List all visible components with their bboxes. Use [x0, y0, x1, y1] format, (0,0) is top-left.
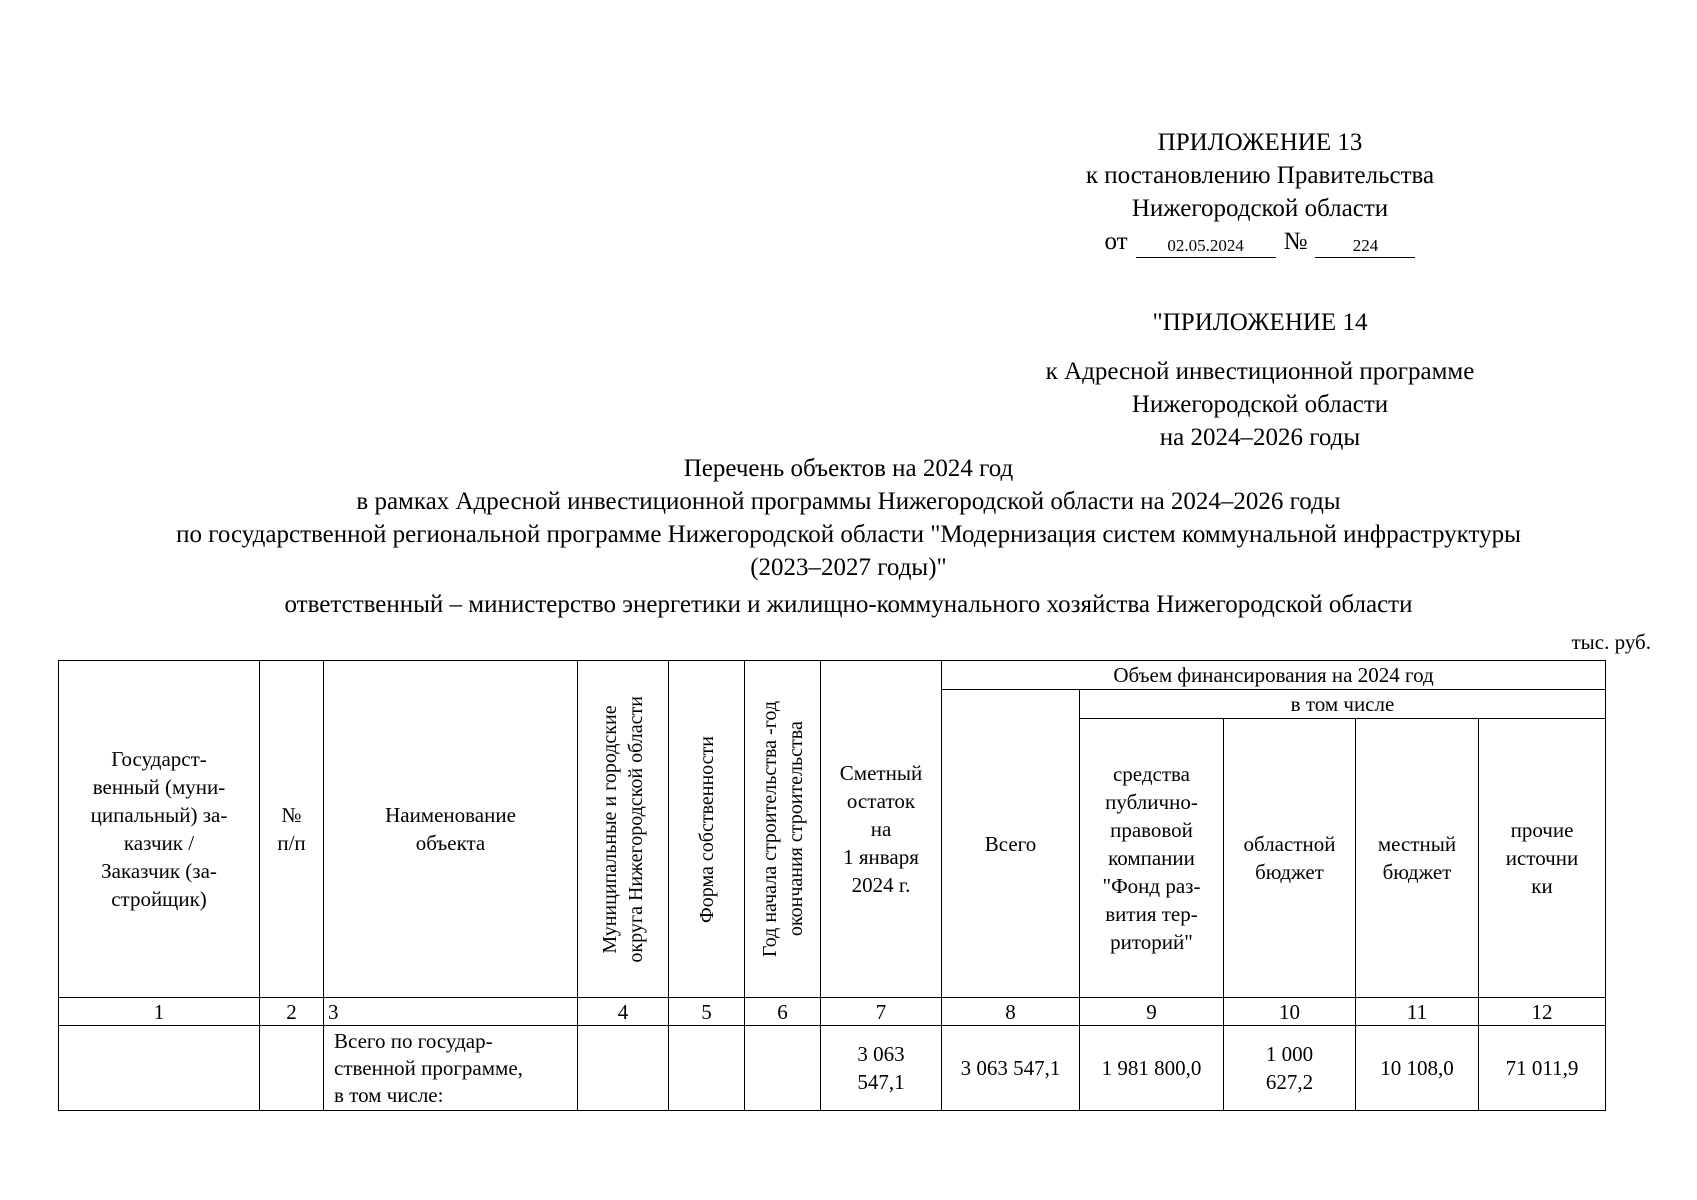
column-number: 3	[324, 998, 578, 1026]
column-number: 8	[942, 998, 1080, 1026]
title-line5: ответственный – министерство энергетики и жилищно-коммунального хозяйства Нижегородской области	[284, 591, 1413, 618]
annex-14-header	[1000, 306, 1520, 454]
currency-unit: тыс. руб.	[1571, 630, 1651, 654]
cell-years	[745, 1026, 821, 1111]
title-line2: в рамках Адресной инвестиционной программы Нижегородской области на 2024–2026 годы	[356, 488, 1341, 515]
cell-other: 71 011,9	[1479, 1026, 1606, 1111]
date-prefix: от	[1104, 228, 1128, 255]
title-line1: Перечень объектов на 2024 год	[683, 455, 1014, 482]
annex-13-heading: ПРИЛОЖЕНИЕ 13	[1157, 129, 1363, 156]
header-ownership: Форма собственности	[695, 735, 718, 923]
header-fund: средства публично- правовой компании "Фонд раз- вития тер- риторий"	[1080, 719, 1224, 998]
cell-estimate: 3 063 547,1	[821, 1026, 942, 1111]
annex-14-line1: к Адресной инвестиционной программе	[1045, 358, 1475, 385]
column-number: 12	[1479, 998, 1606, 1026]
header-districts: Муниципальные и городские округа Нижегородской области	[599, 695, 647, 963]
header-local: местный бюджет	[1356, 719, 1479, 998]
column-number: 11	[1356, 998, 1479, 1026]
header-number: № п/п	[260, 661, 324, 998]
header-estimate: Сметный остаток на 1 января 2024 г.	[821, 661, 942, 998]
column-number: 10	[1224, 998, 1356, 1026]
cell-total: 3 063 547,1	[942, 1026, 1080, 1111]
header-row-1	[59, 661, 1606, 690]
decree-date-line	[1040, 225, 1480, 258]
cell-local: 10 108,0	[1356, 1026, 1479, 1111]
column-number: 6	[745, 998, 821, 1026]
header-customer: Государст- венный (муни- ципальный) за- казчик / Заказчик (за- стройщик)	[59, 661, 260, 998]
column-numbers-row	[59, 998, 1606, 1026]
cell-object-name: Всего по государ- ственной программе, в том числе:	[324, 1026, 578, 1111]
title-line4: (2023–2027 годы)"	[750, 554, 947, 581]
header-years: Год начала строительства -год окончания строительства	[758, 700, 807, 958]
cell-fund: 1 981 800,0	[1080, 1026, 1224, 1111]
title-line3: по государственной региональной программе Нижегородской области "Модернизация систем коммунальной инфраструктуры	[176, 521, 1521, 548]
table-row	[59, 1026, 1606, 1111]
header-funding: Объем финансирования на 2024 год	[942, 661, 1606, 690]
header-years-cell	[745, 661, 821, 998]
cell-districts	[578, 1026, 669, 1111]
annex-13-line2: Нижегородской области	[1131, 195, 1389, 222]
decree-date: 02.05.2024	[1136, 235, 1276, 258]
header-ownership-cell	[669, 661, 745, 998]
column-number: 2	[260, 998, 324, 1026]
cell-customer	[59, 1026, 260, 1111]
column-number: 4	[578, 998, 669, 1026]
header-object-name: Наименование объекта	[324, 661, 578, 998]
column-number: 1	[59, 998, 260, 1026]
cell-regional: 1 000 627,2	[1224, 1026, 1356, 1111]
annex-13-header	[1040, 126, 1480, 258]
column-number: 7	[821, 998, 942, 1026]
cell-ownership	[669, 1026, 745, 1111]
document-title	[0, 452, 1697, 621]
number-sign: №	[1283, 228, 1308, 255]
annex-13-line1: к постановлению Правительства	[1085, 162, 1435, 189]
header-other: прочие источни ки	[1479, 719, 1606, 998]
annex-14-heading: "ПРИЛОЖЕНИЕ 14	[1152, 309, 1368, 336]
header-regional: областной бюджет	[1224, 719, 1356, 998]
cell-number	[260, 1026, 324, 1111]
decree-number: 224	[1315, 235, 1415, 258]
header-including: в том числе	[1080, 690, 1606, 719]
header-districts-cell	[578, 661, 669, 998]
objects-table	[58, 660, 1606, 1111]
annex-14-line2: Нижегородской области	[1131, 391, 1389, 418]
column-number: 9	[1080, 998, 1224, 1026]
header-total: Всего	[942, 690, 1080, 998]
column-number: 5	[669, 998, 745, 1026]
annex-14-line3: на 2024–2026 годы	[1159, 424, 1361, 451]
